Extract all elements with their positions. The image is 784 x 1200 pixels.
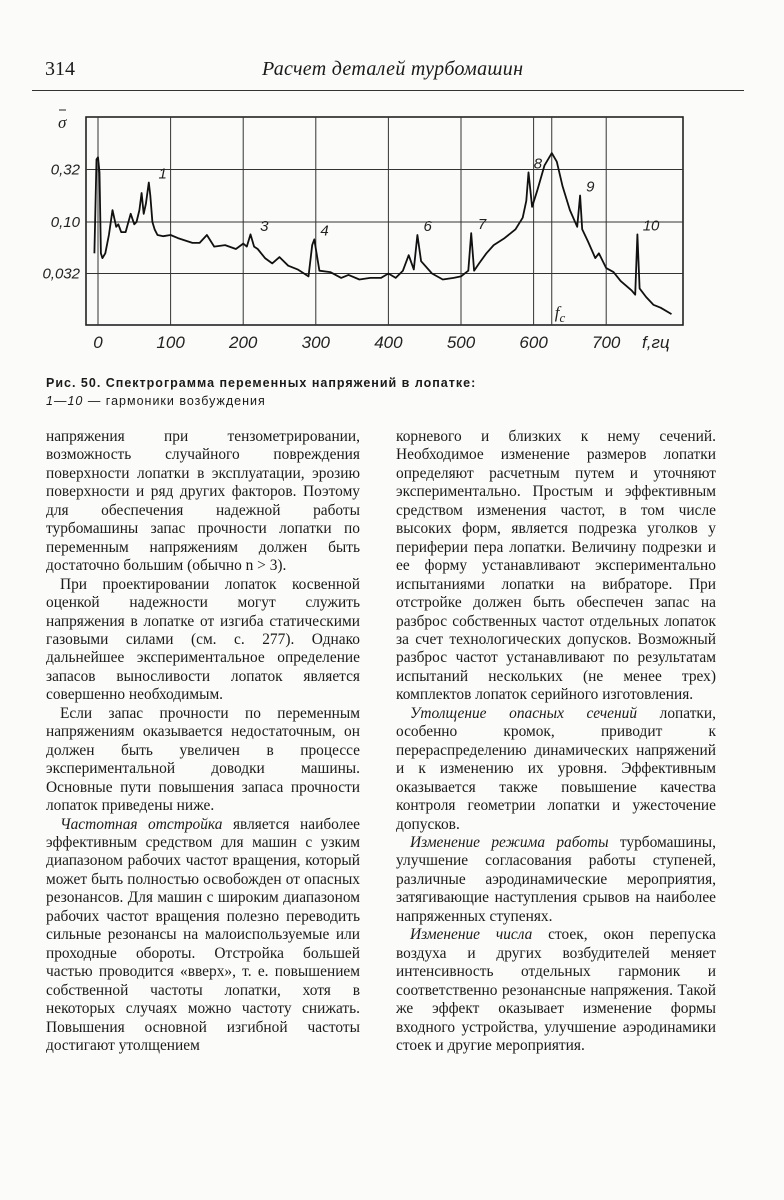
harmonic-label: 1 [158,165,167,183]
x-tick-label: 300 [301,333,330,352]
y-tick-label: 0,10 [50,214,80,231]
plot-frame [86,117,683,325]
left-text-column [46,428,360,1055]
paragraph [396,705,716,834]
x-tick-label: 0 [93,333,103,352]
text-run: турбомашины, улучшение согласования работы ступеней, различные аэродинамические мероприятия, затягивающие наступления срывов на наиболее напряженных ступенях. [396,833,716,925]
paragraph [396,926,716,1055]
y-tick-label: 0,32 [50,161,80,179]
x-tick-label: 700 [592,333,621,352]
spectrogram-chart [0,95,784,365]
text-run: Если запас прочности по переменным напряжениям оказывается недостаточным, он должен быть увеличен в процессе экспериментальной доводки машины. Основные пути повышения запаса прочности лопаток приведены ниже. [46,704,360,815]
caption-legend [46,392,476,410]
paragraph [46,816,360,1056]
y-axis-label: σ [58,113,67,132]
harmonic-label: 8 [533,155,543,173]
text-run: При проектировании лопаток косвенной оценкой надежности могут служить напряжения в лопатке от изгиба статическими газовыми силами (см. с. 277). Однако дальнейшее экспериментальное определение запасов выносливости лопаток является совершенно необходимым. [46,575,360,704]
paragraph [46,428,360,576]
italic-term: Изменение режима работы [410,833,609,851]
x-tick-label: 600 [519,333,548,352]
paragraph [46,705,360,816]
harmonic-label: 6 [423,217,432,235]
right-text-column [396,428,716,1055]
x-axis-label: f,гц [642,333,670,352]
fc-label: $f_c$ [554,303,566,325]
running-title: Расчет деталей турбомашин [262,58,524,80]
x-tick-label: 400 [374,333,403,352]
spectrum-line [94,153,671,314]
caption-title: Рис. 50. Спектрограмма переменных напряжений в лопатке: [46,376,477,390]
y-tick-label: 0,032 [42,265,80,283]
text-run: является наиболее эффективным средством для машин с узким диапазоном рабочих частот вращения, который может быть полностью освобожден от опасных резонансов. Для машин с широким диапазоном рабочих частот вращения полезно переводить сильные резонансы на малоиспользуемые или проходные обороты. Отстройка большей частью проводится «вверх», т. е. повышением собственной частоты лопатки, хотя в некоторых случаях можно частоту снижать. Повышения основной изгибной частоты достигают утолщением [46,815,360,1054]
x-tick-label: 200 [229,333,258,352]
harmonic-label: 10 [642,217,660,235]
figure-caption [46,374,476,410]
italic-term: Изменение числа [410,926,533,944]
text-run: напряжения при тензометрировании, возможность случайного повреждения поверхности лопатки в эксплуатации, эрозию поверхности и ряд других факторов. Поэтому для обеспечения надежной работы турбомашины запас прочности лопатки по переменным напряжениям должен быть достаточно большим (обычно n > 3). [46,428,360,575]
text-run: корневого и близких к нему сечений. Необходимое изменение размеров лопатки определяют расчетным путем и уточняют экспериментально. Простым и эффективным средством изменения частот, в том числе высоких форм, является подрезка уголков у периферии пера лопатки. Величину подрезки и ее форму устанавливают экспериментально испытаниями лопатки на вибраторе. При отстройке должен быть обеспечен запас на разброс собственных частот отдельных лопаток за счет технологических допусков. Возможный разброс частот устанавливают по результатам испытаний нескольких (не менее трех) комплектов лопаток серийного изготовления. [396,428,716,704]
header-rule [32,90,744,91]
harmonic-label: 3 [260,217,269,235]
page-number: 314 [45,58,75,80]
paragraph [396,834,716,926]
harmonic-label: 9 [586,178,595,196]
italic-term: Утолщение опасных сечений [410,704,638,722]
caption-range: 1—10 [46,394,84,408]
paragraph [396,428,716,705]
harmonic-label: 7 [477,216,487,234]
x-tick-label: 500 [446,333,476,352]
harmonic-label: 4 [320,222,329,240]
x-tick-label: 100 [156,333,185,352]
paragraph [46,576,360,705]
italic-term: Частотная отстройка [60,815,223,833]
text-run: стоек, окон перепуска воздуха и других возбудителей меняет интенсивность отдельных гармоник и соответственно резонансные напряжения. Такой же эффект оказывает изменение формы входного устройства, улучшение аэродинамики стоек и другие мероприятия. [396,926,716,1054]
caption-rest: — гармоники возбуждения [83,394,266,408]
text-run: лопатки, особенно кромок, приводит к перераспределению динамических напряжений и к изменению их уровня. Эффективным оказывается также повышение качества контроля геометрии лопатки и ужесточение допусков. [396,704,716,833]
